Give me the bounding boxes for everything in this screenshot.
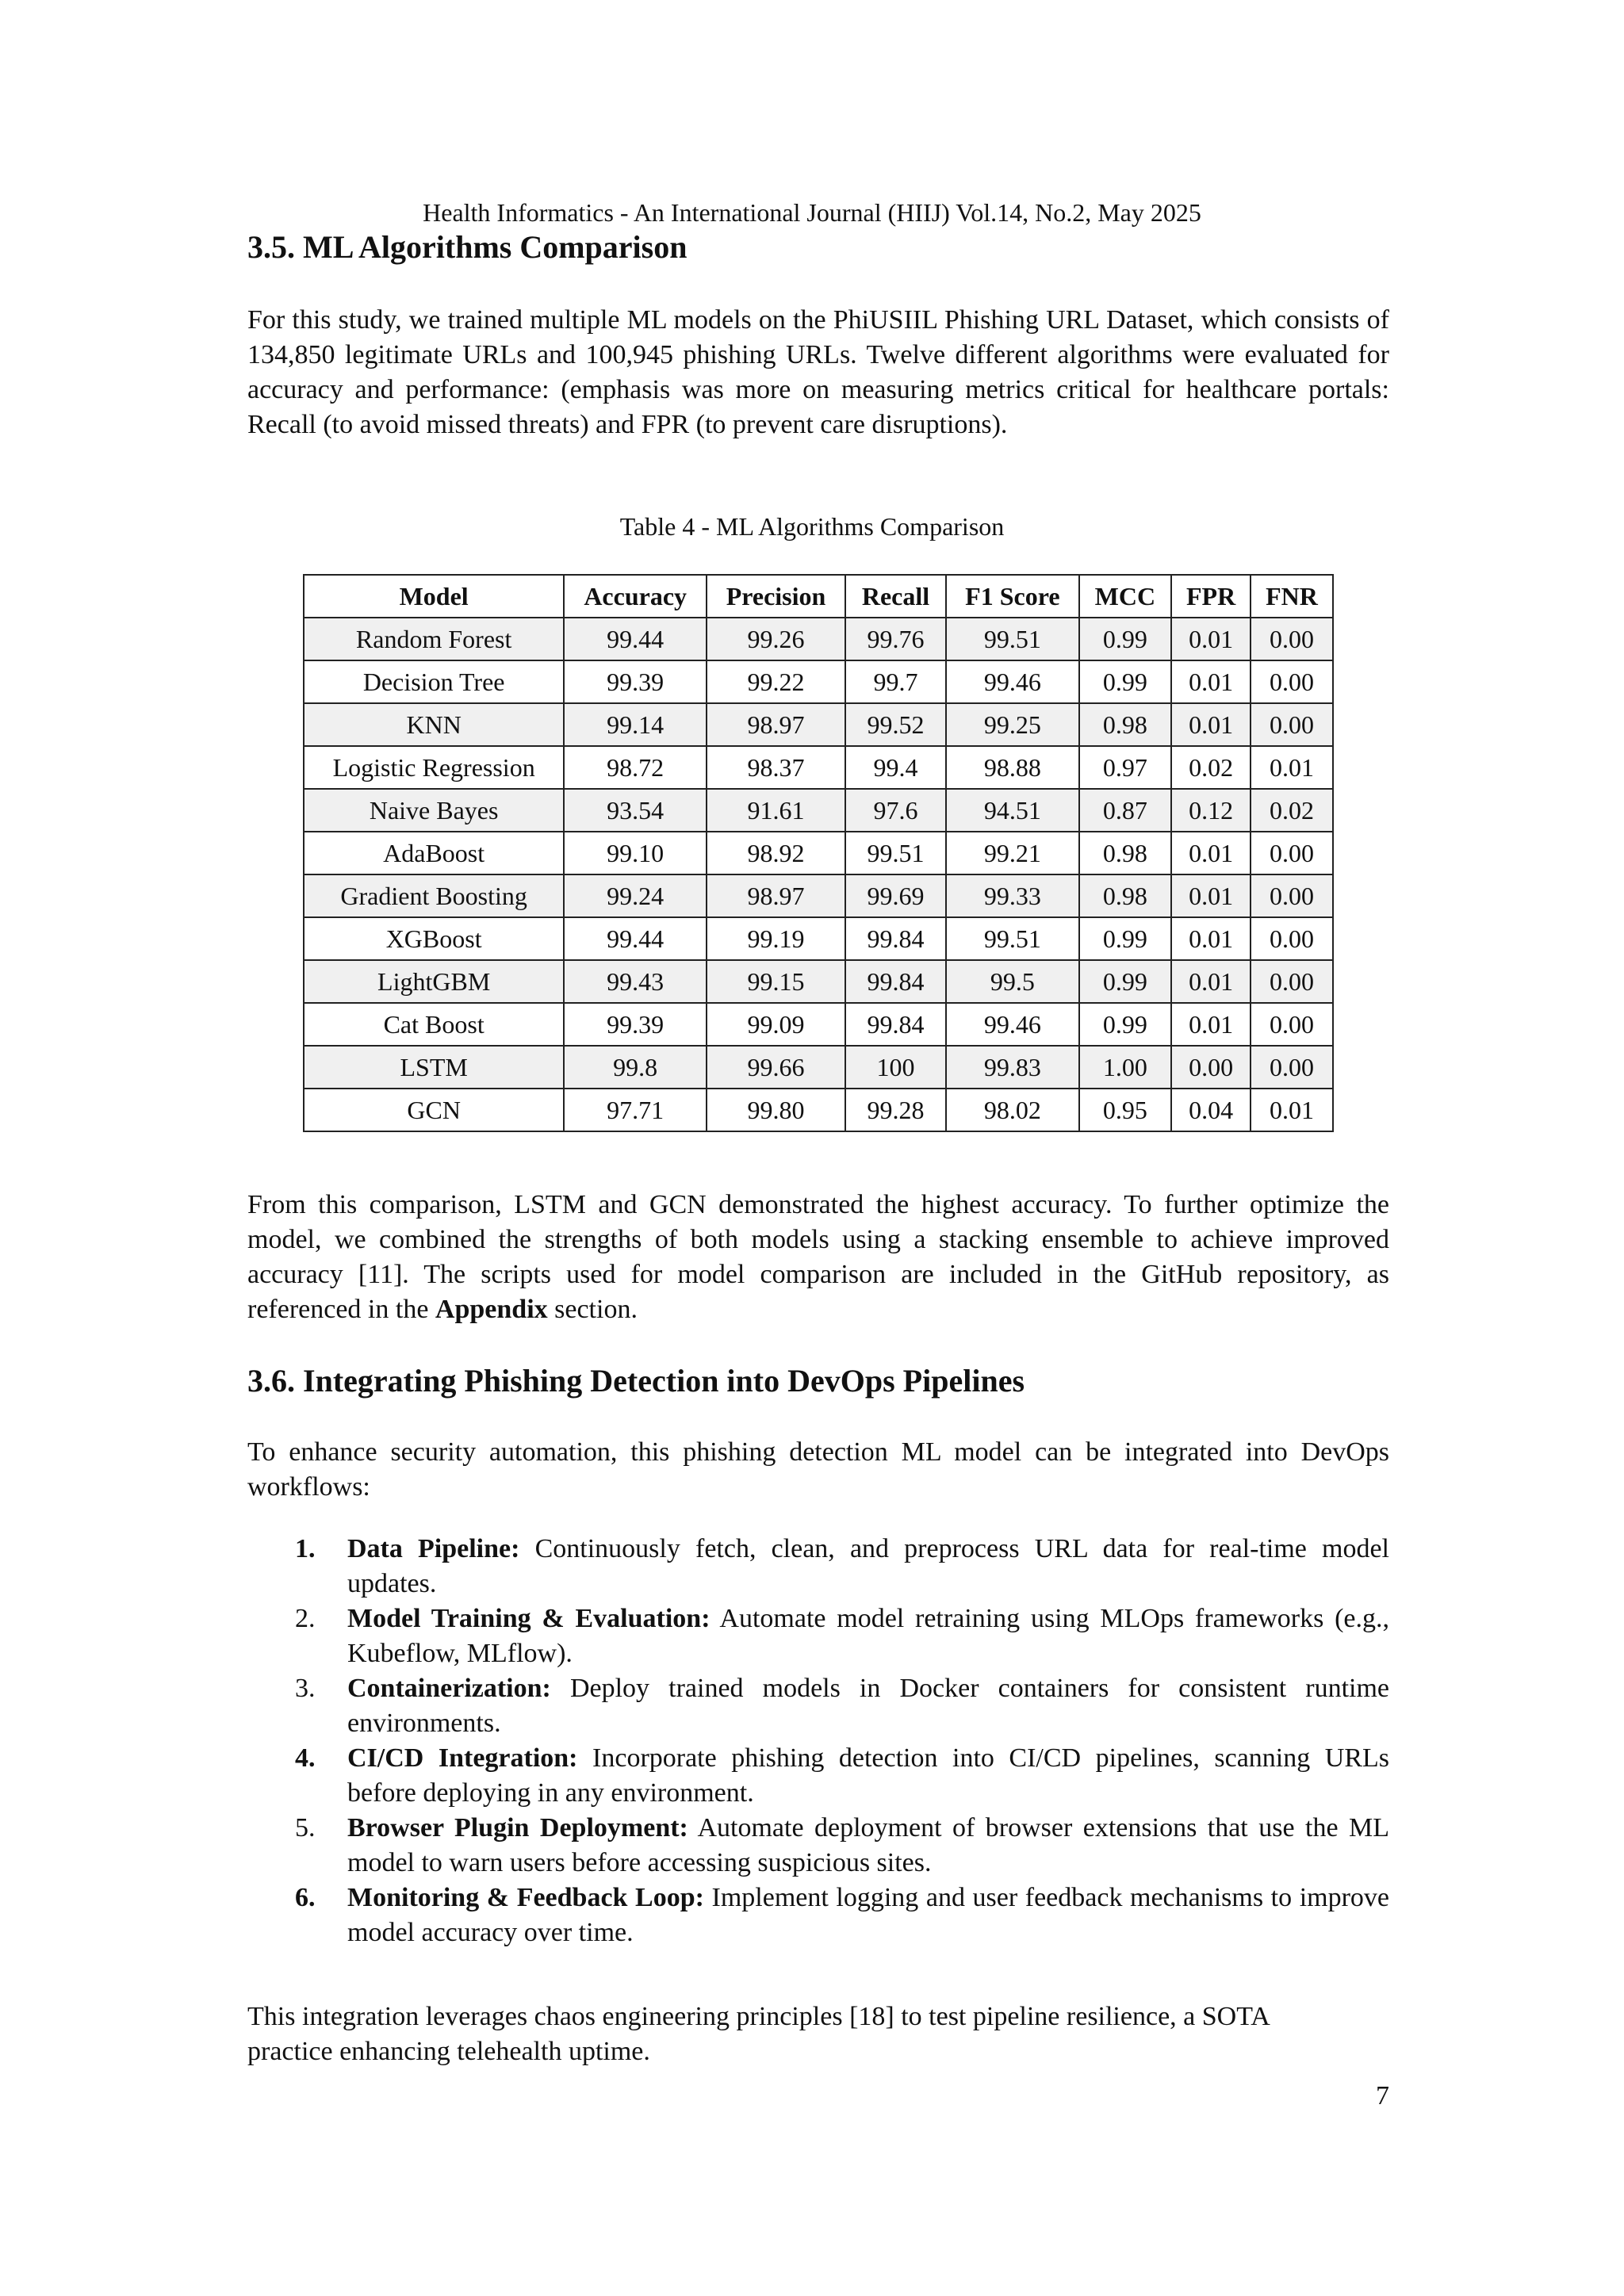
section-3-5-paragraph: For this study, we trained multiple ML models on the PhiUSIIL Phishing URL Dataset, which consists of 134,850 legitimate URLs and 100,945 phishing URLs. Twelve different algorithms were evaluated for accuracy and performance: (emphasis was more on measuring metrics critical for healthcare portals: Recall (to avoid missed threats) and FPR (to prevent care disruptions). xyxy=(247,305,1389,439)
metric-cell: 99.14 xyxy=(564,703,707,746)
table-row xyxy=(304,874,1333,917)
metric-cell: 99.28 xyxy=(845,1089,946,1131)
table-row xyxy=(304,917,1333,960)
metric-cell: 99.43 xyxy=(564,960,707,1003)
table-row xyxy=(304,832,1333,874)
list-item-text: Automate deployment of browser extensions that use the ML model to warn users before accessing suspicious sites. xyxy=(347,1813,1389,1877)
section-title-3-6: 3.6. Integrating Phishing Detection into DevOps Pipelines xyxy=(247,1363,1025,1399)
metric-cell: 99.84 xyxy=(845,960,946,1003)
metric-cell: 0.00 xyxy=(1251,618,1333,660)
table-header-cell: Model xyxy=(304,575,564,618)
metric-cell: 99.80 xyxy=(707,1089,845,1131)
model-name-cell: GCN xyxy=(304,1089,564,1131)
metric-cell: 100 xyxy=(845,1046,946,1089)
metric-cell: 99.76 xyxy=(845,618,946,660)
list-item-number: 4. xyxy=(295,1743,316,1773)
metric-cell: 99.83 xyxy=(946,1046,1079,1089)
metric-cell: 0.99 xyxy=(1079,960,1172,1003)
metric-cell: 0.99 xyxy=(1079,660,1172,703)
list-item-number: 2. xyxy=(295,1604,316,1633)
ml-comparison-table xyxy=(303,574,1334,1132)
appendix-reference: Appendix xyxy=(435,1295,548,1324)
metric-cell: 99.46 xyxy=(946,660,1079,703)
model-name-cell: AdaBoost xyxy=(304,832,564,874)
metric-cell: 99.5 xyxy=(946,960,1079,1003)
metric-cell: 0.00 xyxy=(1251,960,1333,1003)
list-item xyxy=(247,1601,1389,1671)
list-item-number: 5. xyxy=(295,1813,316,1843)
metric-cell: 99.7 xyxy=(845,660,946,703)
metric-cell: 0.99 xyxy=(1079,618,1172,660)
metric-cell: 99.44 xyxy=(564,917,707,960)
metric-cell: 98.97 xyxy=(707,874,845,917)
list-item-text: Incorporate phishing detection into CI/CD pipelines, scanning URLs before deploying in any environment. xyxy=(347,1743,1390,1808)
comparison-text-after: section. xyxy=(547,1295,638,1324)
metric-cell: 99.09 xyxy=(707,1003,845,1046)
table-row xyxy=(304,746,1333,789)
metric-cell: 0.02 xyxy=(1171,746,1251,789)
section-title-3-5: 3.5. ML Algorithms Comparison xyxy=(247,229,688,265)
comparison-paragraph xyxy=(247,1188,1389,1327)
metric-cell: 99.33 xyxy=(946,874,1079,917)
metric-cell: 0.99 xyxy=(1079,917,1172,960)
running-header: Health Informatics - An International Journal (HIIJ) Vol.14, No.2, May 2025 xyxy=(423,198,1201,227)
metric-cell: 0.00 xyxy=(1251,1003,1333,1046)
metric-cell: 0.01 xyxy=(1171,660,1251,703)
list-item-term: Model Training & Evaluation: xyxy=(347,1604,710,1633)
metric-cell: 94.51 xyxy=(946,789,1079,832)
model-name-cell: Random Forest xyxy=(304,618,564,660)
table-header-cell: FPR xyxy=(1171,575,1251,618)
model-name-cell: Cat Boost xyxy=(304,1003,564,1046)
metric-cell: 99.46 xyxy=(946,1003,1079,1046)
table-row xyxy=(304,660,1333,703)
metric-cell: 99.22 xyxy=(707,660,845,703)
list-item xyxy=(247,1881,1389,1950)
metric-cell: 99.21 xyxy=(946,832,1079,874)
table-row xyxy=(304,1003,1333,1046)
table-header-row xyxy=(304,575,1333,618)
metric-cell: 0.01 xyxy=(1251,1089,1333,1131)
metric-cell: 99.8 xyxy=(564,1046,707,1089)
metric-cell: 0.12 xyxy=(1171,789,1251,832)
metric-cell: 0.02 xyxy=(1251,789,1333,832)
closing-paragraph: This integration leverages chaos engineering principles [18] to test pipeline resilience, a SOTA practice enhancing telehealth uptime. xyxy=(247,2002,1269,2066)
metric-cell: 98.97 xyxy=(707,703,845,746)
metric-cell: 0.01 xyxy=(1171,1003,1251,1046)
table-header-cell: F1 Score xyxy=(946,575,1079,618)
metric-cell: 97.71 xyxy=(564,1089,707,1131)
metric-cell: 99.24 xyxy=(564,874,707,917)
model-name-cell: Gradient Boosting xyxy=(304,874,564,917)
metric-cell: 98.72 xyxy=(564,746,707,789)
metric-cell: 0.98 xyxy=(1079,874,1172,917)
model-name-cell: LSTM xyxy=(304,1046,564,1089)
list-item xyxy=(247,1741,1389,1811)
metric-cell: 0.99 xyxy=(1079,1003,1172,1046)
devops-integration-list xyxy=(247,1532,1389,1950)
list-item-text: Deploy trained models in Docker containers for consistent runtime environments. xyxy=(347,1674,1389,1738)
metric-cell: 98.88 xyxy=(946,746,1079,789)
metric-cell: 0.00 xyxy=(1171,1046,1251,1089)
list-item-term: Data Pipeline: xyxy=(347,1534,520,1563)
list-item-number: 6. xyxy=(295,1883,316,1912)
metric-cell: 0.00 xyxy=(1251,660,1333,703)
metric-cell: 0.01 xyxy=(1171,618,1251,660)
table-body xyxy=(304,618,1333,1131)
metric-cell: 99.52 xyxy=(845,703,946,746)
metric-cell: 91.61 xyxy=(707,789,845,832)
metric-cell: 99.44 xyxy=(564,618,707,660)
metric-cell: 99.39 xyxy=(564,1003,707,1046)
list-item xyxy=(247,1811,1389,1881)
metric-cell: 0.00 xyxy=(1251,1046,1333,1089)
metric-cell: 99.51 xyxy=(946,917,1079,960)
metric-cell: 0.01 xyxy=(1171,917,1251,960)
metric-cell: 99.25 xyxy=(946,703,1079,746)
metric-cell: 99.84 xyxy=(845,1003,946,1046)
metric-cell: 99.10 xyxy=(564,832,707,874)
metric-cell: 99.84 xyxy=(845,917,946,960)
metric-cell: 99.15 xyxy=(707,960,845,1003)
comparison-text-before: From this comparison, LSTM and GCN demonstrated the highest accuracy. To further optimize the model, we combined the strengths of both models using a stacking ensemble to achieve improved accuracy [11]. The scripts used for model comparison are included in the GitHub repository, as referenced in the xyxy=(247,1190,1389,1324)
metric-cell: 1.00 xyxy=(1079,1046,1172,1089)
table-header-cell: FNR xyxy=(1251,575,1333,618)
list-item-number: 1. xyxy=(295,1534,316,1563)
metric-cell: 0.00 xyxy=(1251,832,1333,874)
list-item xyxy=(247,1532,1389,1601)
table-header-cell: MCC xyxy=(1079,575,1172,618)
list-item-term: Monitoring & Feedback Loop: xyxy=(347,1883,704,1912)
list-item-text: Automate model retraining using MLOps frameworks (e.g., Kubeflow, MLflow). xyxy=(347,1604,1389,1668)
metric-cell: 99.4 xyxy=(845,746,946,789)
metric-cell: 97.6 xyxy=(845,789,946,832)
model-name-cell: XGBoost xyxy=(304,917,564,960)
metric-cell: 0.01 xyxy=(1171,960,1251,1003)
list-item-term: CI/CD Integration: xyxy=(347,1743,578,1773)
metric-cell: 99.19 xyxy=(707,917,845,960)
metric-cell: 98.37 xyxy=(707,746,845,789)
section-3-6-intro: To enhance security automation, this phishing detection ML model can be integrated into DevOps workflows: xyxy=(247,1437,1389,1502)
metric-cell: 0.00 xyxy=(1251,703,1333,746)
metric-cell: 0.04 xyxy=(1171,1089,1251,1131)
metric-cell: 0.00 xyxy=(1251,917,1333,960)
metric-cell: 0.98 xyxy=(1079,703,1172,746)
metric-cell: 98.02 xyxy=(946,1089,1079,1131)
table-row xyxy=(304,618,1333,660)
metric-cell: 0.98 xyxy=(1079,832,1172,874)
list-item-text: Continuously fetch, clean, and preprocess URL data for real-time model updates. xyxy=(347,1534,1389,1598)
list-item-text: Implement logging and user feedback mechanisms to improve model accuracy over time. xyxy=(347,1883,1389,1947)
list-item-term: Containerization: xyxy=(347,1674,551,1703)
page-number: 7 xyxy=(1376,2081,1389,2110)
metric-cell: 99.39 xyxy=(564,660,707,703)
metric-cell: 99.51 xyxy=(845,832,946,874)
model-name-cell: Decision Tree xyxy=(304,660,564,703)
metric-cell: 0.97 xyxy=(1079,746,1172,789)
metric-cell: 99.51 xyxy=(946,618,1079,660)
metric-cell: 99.66 xyxy=(707,1046,845,1089)
model-name-cell: KNN xyxy=(304,703,564,746)
table-row xyxy=(304,1046,1333,1089)
model-name-cell: Naive Bayes xyxy=(304,789,564,832)
list-item-number: 3. xyxy=(295,1674,316,1703)
table-row xyxy=(304,960,1333,1003)
metric-cell: 98.92 xyxy=(707,832,845,874)
metric-cell: 0.01 xyxy=(1171,874,1251,917)
table-row xyxy=(304,1089,1333,1131)
table-row xyxy=(304,789,1333,832)
table-row xyxy=(304,703,1333,746)
list-item-term: Browser Plugin Deployment: xyxy=(347,1813,688,1843)
table-caption: Table 4 - ML Algorithms Comparison xyxy=(619,512,1005,541)
table-header-cell: Recall xyxy=(845,575,946,618)
metric-cell: 93.54 xyxy=(564,789,707,832)
metric-cell: 0.01 xyxy=(1251,746,1333,789)
table-header-cell: Accuracy xyxy=(564,575,707,618)
table-header-cell: Precision xyxy=(707,575,845,618)
metric-cell: 0.00 xyxy=(1251,874,1333,917)
list-item xyxy=(247,1671,1389,1741)
metric-cell: 0.87 xyxy=(1079,789,1172,832)
model-name-cell: LightGBM xyxy=(304,960,564,1003)
metric-cell: 0.95 xyxy=(1079,1089,1172,1131)
model-name-cell: Logistic Regression xyxy=(304,746,564,789)
metric-cell: 99.26 xyxy=(707,618,845,660)
metric-cell: 99.69 xyxy=(845,874,946,917)
metric-cell: 0.01 xyxy=(1171,832,1251,874)
metric-cell: 0.01 xyxy=(1171,703,1251,746)
